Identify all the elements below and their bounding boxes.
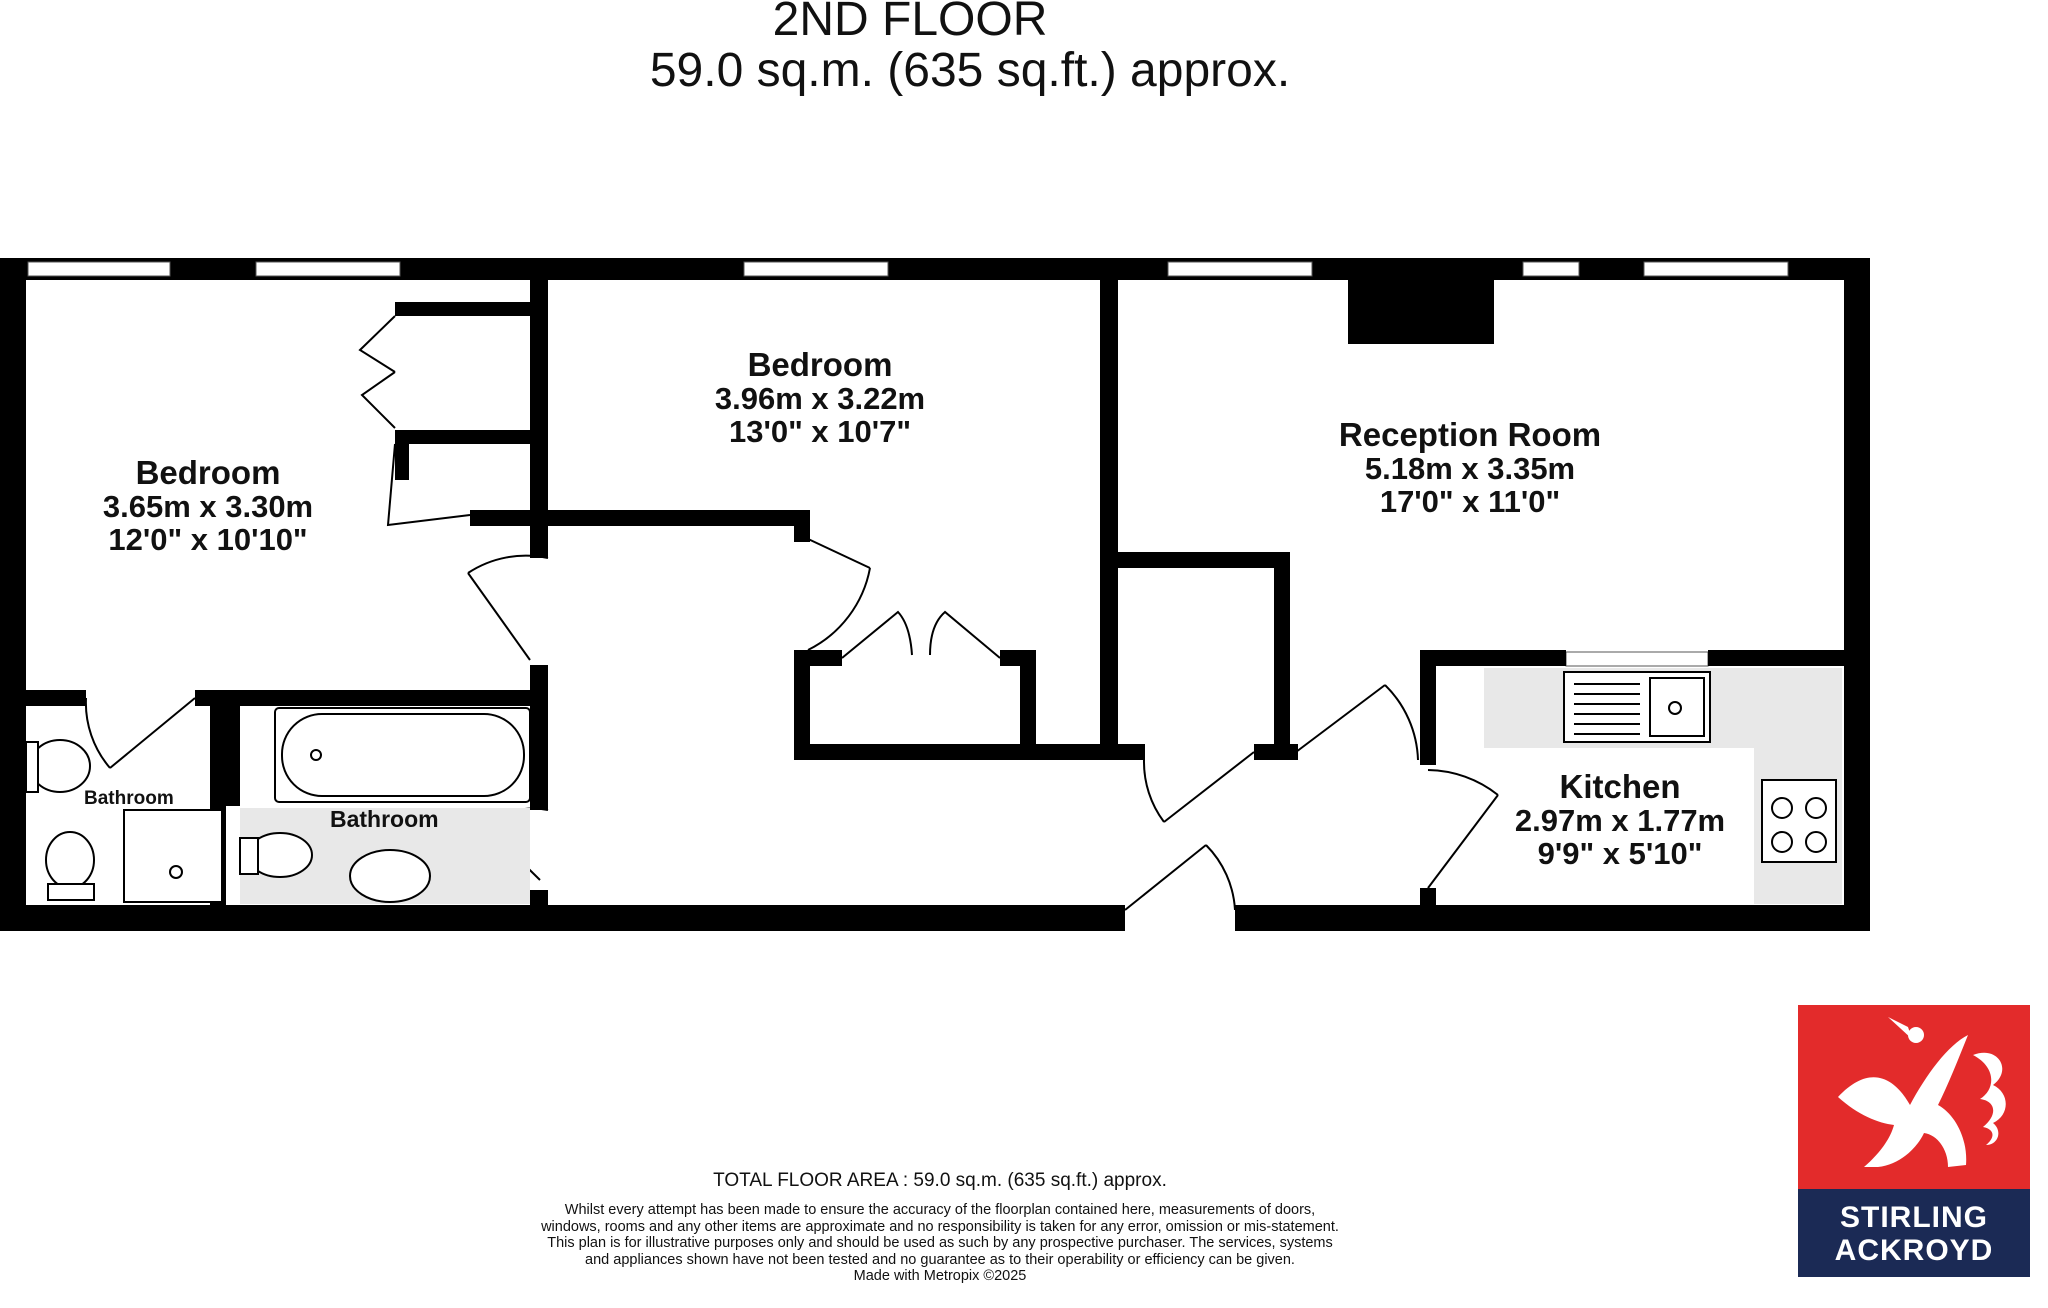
- disclaimer-text: Whilst every attempt has been made to ensure the accuracy of the floorplan contained here, measurements of doors, windows, rooms and any other items are approximate and no responsibility is taken for any error, omission or mis-statement. This plan is for illustrative purposes only and should be used as such by any prospective purchaser. The services, systems and appliances shown have not been tested and no guarantee as to their operability or efficiency can be given.: [541, 1202, 1339, 1268]
- logo-text: [1798, 1201, 2030, 1267]
- room-imperial: 13'0" x 10'7": [728, 414, 912, 449]
- floor-area: 59.0 sq.m. (635 sq.ft.) approx.: [649, 44, 1291, 97]
- logo-line-2: ACKROYD: [1834, 1234, 1994, 1267]
- room-metric: 3.96m x 3.22m: [714, 381, 926, 416]
- room-name: Bedroom: [747, 346, 893, 383]
- room-label-kitchen: [1470, 770, 1770, 870]
- room-name: Reception Room: [1338, 416, 1602, 453]
- room-imperial: 12'0" x 10'10": [108, 522, 308, 557]
- room-imperial: 9'9" x 5'10": [1537, 836, 1703, 871]
- logo-line-1: STIRLING: [1840, 1201, 1988, 1234]
- room-name: Bedroom: [135, 454, 281, 491]
- room-label-bathroom-small: Bathroom: [84, 788, 174, 809]
- room-metric: 5.18m x 3.35m: [1364, 451, 1576, 486]
- made-with-credit: Made with Metropix ©2025: [853, 1268, 1027, 1284]
- logo-red-panel: [1798, 1005, 2030, 1189]
- total-floor-area: TOTAL FLOOR AREA : 59.0 sq.m. (635 sq.ft.) approx.: [713, 1170, 1167, 1191]
- griffin-icon: [1798, 1005, 2030, 1189]
- room-metric: 3.65m x 3.30m: [102, 489, 314, 524]
- room-imperial: 17'0" x 11'0": [1379, 484, 1561, 519]
- room-label-bedroom-1: [58, 456, 358, 556]
- room-name: Kitchen: [1559, 768, 1681, 805]
- room-label-bathroom-main: Bathroom: [330, 806, 439, 832]
- floor-title: 2ND FLOOR: [772, 0, 1048, 46]
- footer: [540, 1170, 1340, 1285]
- room-label-bedroom-2: [670, 348, 970, 448]
- stirling-ackroyd-logo: [1798, 1005, 2030, 1277]
- room-label-reception: [1300, 418, 1640, 518]
- room-metric: 2.97m x 1.77m: [1514, 803, 1726, 838]
